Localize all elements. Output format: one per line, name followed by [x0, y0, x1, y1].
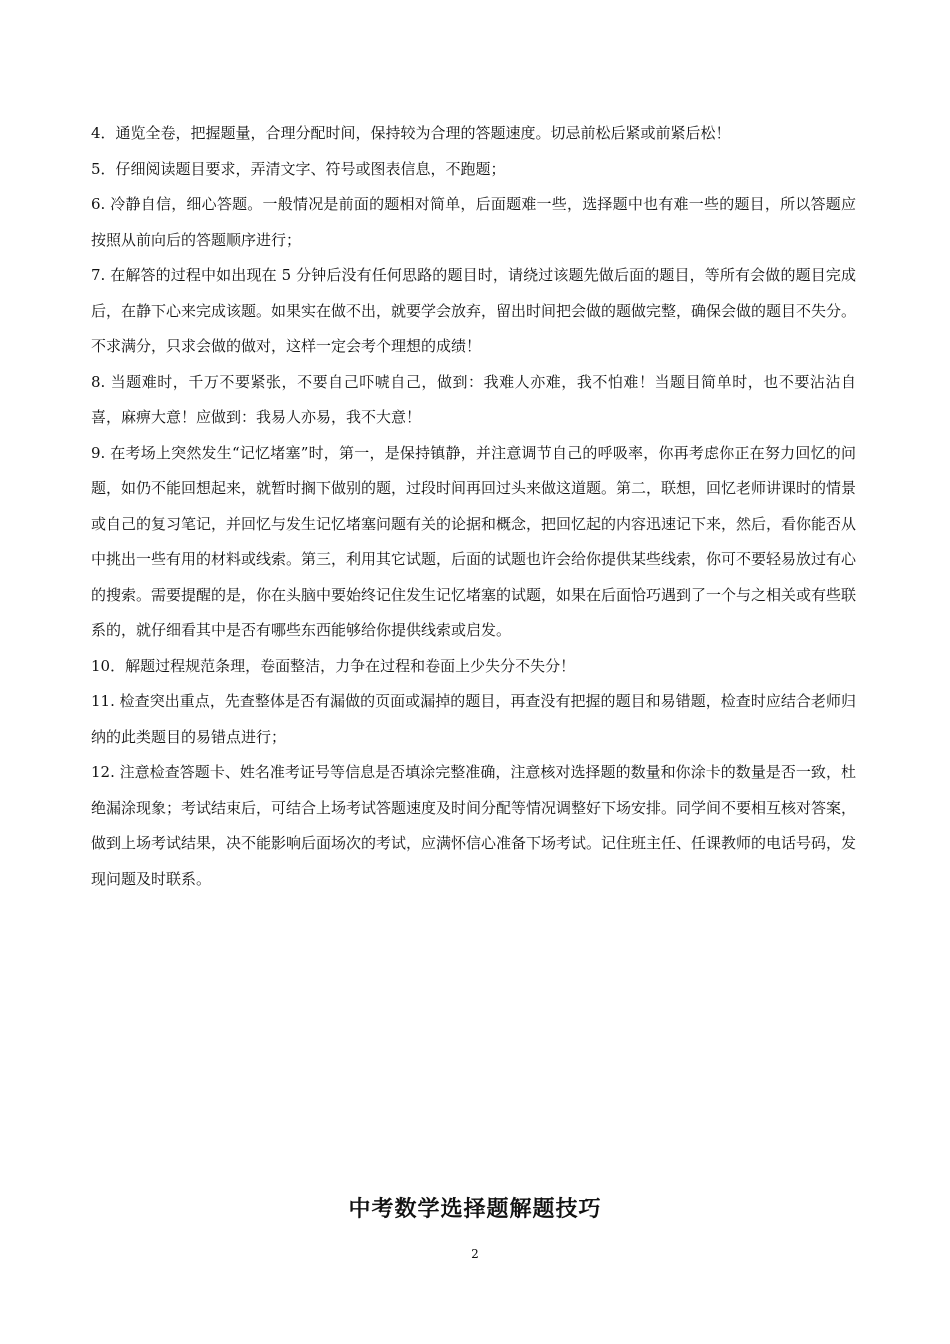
paragraph-item-7: 7. 在解答的过程中如出现在 5 分钟后没有任何思路的题目时，请绕过该题先做后面的题目，等所有会做的题目完成后，在静下心来完成该题。如果实在做不出，就要学会放弃，留出时间把会做的题做完整，确保会做的题目不失分。不求满分，只求会做的做对，这样一定会考个理想的成绩！: [91, 266, 857, 355]
paragraph-item-9: 9. 在考场上突然发生“记忆堵塞”时，第一，是保持镇静，并注意调节自己的呼吸率，你再考虑你正在努力回忆的问题，如仍不能回想起来，就暂时搁下做别的题，过段时间再回过头来做这道题。第二，联想，回忆老师讲课时的情景或自己的复习笔记，并回忆与发生记忆堵塞问题有关的论据和概念，把回忆起的内容迅速记下来，然后，看你能否从中挑出一些有用的材料或线索。第三，利用其它试题，后面的试题也许会给你提供某些线索，你可不要轻易放过有心的搜索。需要提醒的是，你在头脑中要始终记住发生记忆堵塞的试题，如果在后面恰巧遇到了一个与之相关或有些联系的，就仔细看其中是否有哪些东西能够给你提供线索或启发。: [91, 443, 857, 639]
paragraph-item-4: 4．通览全卷，把握题量，合理分配时间，保持较为合理的答题速度。切忌前松后紧或前紧后松！: [91, 124, 731, 142]
section-title: 中考数学选择题解题技巧: [348, 1197, 602, 1222]
paragraph-item-10: 10．解题过程规范条理，卷面整洁，力争在过程和卷面上少失分不失分！: [91, 656, 576, 675]
paragraph-item-5: 5．仔细阅读题目要求，弄清文字、符号或图表信息，不跑题；: [91, 159, 506, 178]
body-text: [91, 116, 856, 897]
paragraph-item-6: 6. 冷静自信，细心答题。一般情况是前面的题相对简单，后面题难一些，选择题中也有难一些的题目，所以答题应按照从前向后的答题顺序进行；: [91, 195, 856, 249]
page-number: 2: [471, 1247, 479, 1261]
paragraph-item-8: 8. 当题难时，千万不要紧张，不要自己吓唬自己，做到：我难人亦难，我不怕难！当题目简单时，也不要沾沾自喜，麻痹大意！应做到：我易人亦易，我不大意！: [91, 372, 856, 426]
paragraph-item-12: 12. 注意检查答题卡、姓名准考证号等信息是否填涂完整准确，注意核对选择题的数量和你涂卡的数量是否一致，杜绝漏涂现象；考试结束后，可结合上场考试答题速度及时间分配等情况调整好下场安排。同学间不要相互核对答案，做到上场考试结果，决不能影响后面场次的考试，应满怀信心准备下场考试。记住班主任、任课教师的电话号码，发现问题及时联系。: [91, 763, 857, 888]
paragraph-item-11: 11. 检查突出重点，先查整体是否有漏做的页面或漏掉的题目，再查没有把握的题目和易错题，检查时应结合老师归纳的此类题目的易错点进行；: [91, 692, 856, 746]
